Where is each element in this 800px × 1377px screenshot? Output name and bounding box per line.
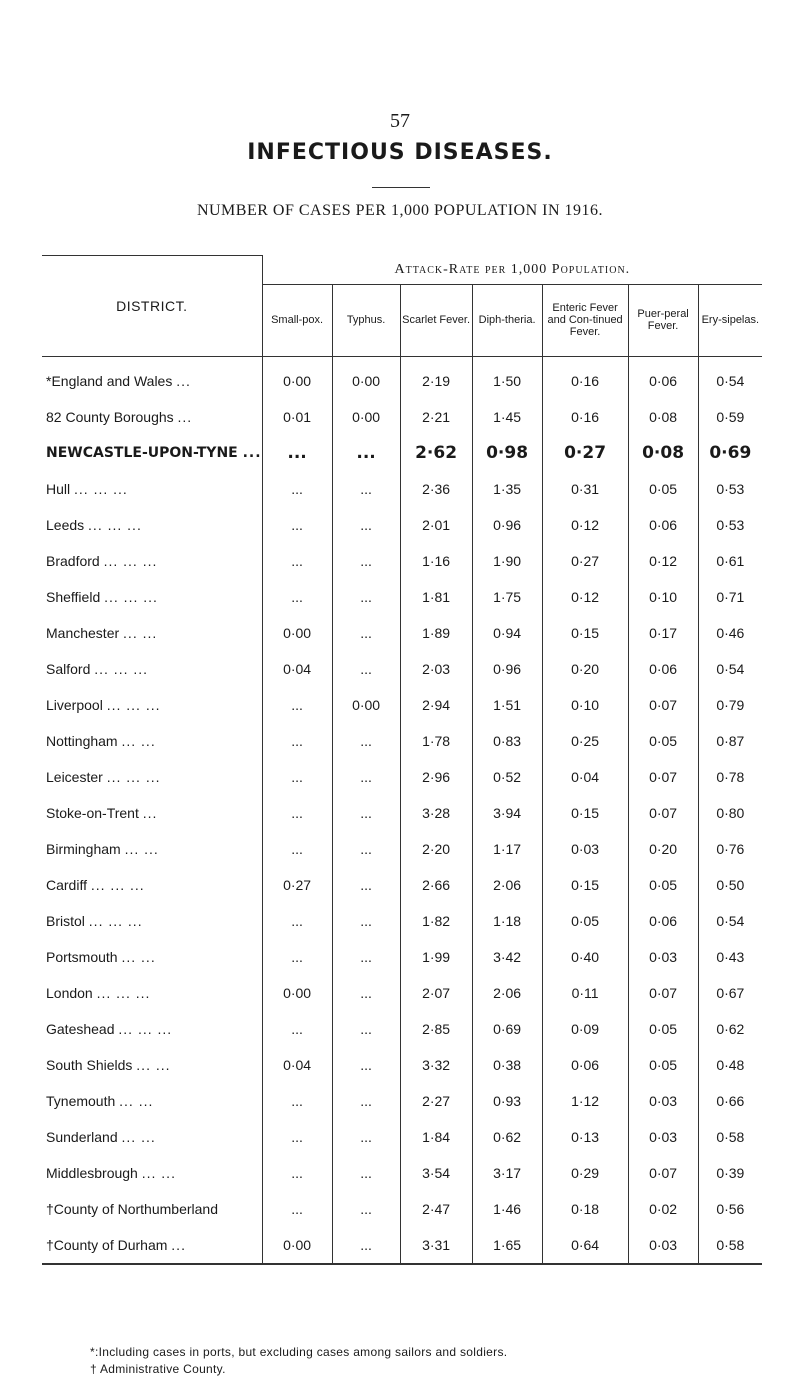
district-name: Manchester xyxy=(46,624,120,641)
rate-cell: ... xyxy=(262,903,332,939)
rate-cell: 0·54 xyxy=(698,356,762,399)
dot-leader: ... ... xyxy=(136,1056,171,1073)
rate-cell: ... xyxy=(332,651,400,687)
rate-cell: 0·15 xyxy=(542,867,628,903)
table-row xyxy=(42,1047,762,1083)
footnote-administrative: † Administrative County. xyxy=(90,1362,226,1376)
rate-cell: 1·99 xyxy=(400,939,472,975)
rate-cell: 2·62 xyxy=(400,435,472,471)
table-row xyxy=(42,867,762,903)
dot-leader: ... ... ... xyxy=(118,1020,173,1037)
rate-cell: 0·62 xyxy=(472,1119,542,1155)
district-name: Stoke-on-Trent xyxy=(46,804,139,821)
table-row xyxy=(42,435,762,471)
rate-cell: 0·53 xyxy=(698,471,762,507)
rate-cell: 0·07 xyxy=(628,687,698,723)
rate-cell: 0·66 xyxy=(698,1083,762,1119)
rate-cell: 0·07 xyxy=(628,1155,698,1191)
rate-cell: ... xyxy=(332,939,400,975)
attack-rate-header: Attack-Rate per 1,000 Population. xyxy=(262,256,762,285)
rate-cell: 2·07 xyxy=(400,975,472,1011)
rate-cell: 1·46 xyxy=(472,1191,542,1227)
rate-cell: 0·08 xyxy=(628,399,698,435)
district-cell xyxy=(42,615,262,651)
rate-cell: 0·01 xyxy=(262,399,332,435)
rate-cell: 0·15 xyxy=(542,795,628,831)
table-row xyxy=(42,1227,762,1264)
rate-cell: 0·64 xyxy=(542,1227,628,1264)
rate-cell: 0·10 xyxy=(628,579,698,615)
rate-cell: ... xyxy=(332,1119,400,1155)
district-cell xyxy=(42,1227,262,1264)
rate-cell: 0·43 xyxy=(698,939,762,975)
district-cell xyxy=(42,795,262,831)
rate-cell: ... xyxy=(332,759,400,795)
district-name: Leicester xyxy=(46,768,103,785)
dot-leader: ... ... ... xyxy=(74,480,128,497)
rate-cell: 0·11 xyxy=(542,975,628,1011)
rate-cell: 0·00 xyxy=(262,356,332,399)
dot-leader: ... ... xyxy=(124,840,159,857)
rate-cell: 0·54 xyxy=(698,903,762,939)
rate-cell: ... xyxy=(262,1083,332,1119)
district-name: Salford xyxy=(46,660,91,677)
district-cell xyxy=(42,1083,262,1119)
rate-cell: 0·98 xyxy=(472,435,542,471)
column-header: Scarlet Fever. xyxy=(400,284,472,356)
dot-leader: ... ... ... xyxy=(88,516,142,533)
rate-cell: ... xyxy=(332,543,400,579)
district-cell xyxy=(42,1119,262,1155)
rate-cell: 3·31 xyxy=(400,1227,472,1264)
table-row xyxy=(42,471,762,507)
district-name: Leeds xyxy=(46,516,85,533)
rate-cell: ... xyxy=(332,723,400,759)
rate-cell: ... xyxy=(332,1083,400,1119)
district-cell xyxy=(42,399,262,435)
district-cell xyxy=(42,507,262,543)
rate-cell: 2·21 xyxy=(400,399,472,435)
district-cell xyxy=(42,723,262,759)
rate-cell: 0·93 xyxy=(472,1083,542,1119)
rate-cell: 0·04 xyxy=(542,759,628,795)
rate-cell: 2·20 xyxy=(400,831,472,867)
rate-cell: 0·29 xyxy=(542,1155,628,1191)
table-row xyxy=(42,507,762,543)
rate-cell: 2·19 xyxy=(400,356,472,399)
dot-leader: ... ... xyxy=(121,948,156,965)
district-name: Portsmouth xyxy=(46,948,118,965)
rate-cell: 0·56 xyxy=(698,1191,762,1227)
rate-cell: 0·05 xyxy=(628,1047,698,1083)
rate-cell: 2·85 xyxy=(400,1011,472,1047)
rate-cell: 2·27 xyxy=(400,1083,472,1119)
rate-cell: 0·00 xyxy=(332,399,400,435)
rate-cell: ... xyxy=(332,435,400,471)
district-cell xyxy=(42,651,262,687)
rate-cell: 0·50 xyxy=(698,867,762,903)
rate-cell: ... xyxy=(262,1119,332,1155)
table-body xyxy=(42,356,762,1264)
rate-cell: 0·00 xyxy=(262,615,332,651)
rate-cell: 0·54 xyxy=(698,651,762,687)
district-name: South Shields xyxy=(46,1056,133,1073)
rate-cell: 0·27 xyxy=(542,543,628,579)
rate-cell: 0·27 xyxy=(262,867,332,903)
column-header: Ery-sipelas. xyxy=(698,284,762,356)
rate-cell: 1·65 xyxy=(472,1227,542,1264)
table-row xyxy=(42,1191,762,1227)
rate-cell: ... xyxy=(262,687,332,723)
rate-cell: 3·17 xyxy=(472,1155,542,1191)
district-cell xyxy=(42,867,262,903)
rate-cell: ... xyxy=(262,471,332,507)
rate-cell: 0·06 xyxy=(628,356,698,399)
rate-cell: 0·03 xyxy=(628,1083,698,1119)
title-divider xyxy=(372,187,430,188)
page-title: INFECTIOUS DISEASES. xyxy=(247,140,553,165)
rate-cell: 2·36 xyxy=(400,471,472,507)
rate-cell: ... xyxy=(332,615,400,651)
rate-cell: 2·03 xyxy=(400,651,472,687)
table-row xyxy=(42,939,762,975)
rate-cell: ... xyxy=(332,975,400,1011)
district-cell xyxy=(42,1047,262,1083)
rate-cell: 1·18 xyxy=(472,903,542,939)
rate-cell: 0·17 xyxy=(628,615,698,651)
district-name: Sheffield xyxy=(46,588,101,605)
rate-cell: 0·03 xyxy=(628,1227,698,1264)
rate-cell: 0·58 xyxy=(698,1119,762,1155)
rate-cell: ... xyxy=(262,939,332,975)
rate-cell: 0·79 xyxy=(698,687,762,723)
district-name: Birmingham xyxy=(46,840,121,857)
rate-cell: ... xyxy=(332,903,400,939)
rate-cell: 2·06 xyxy=(472,975,542,1011)
district-name: †County of Northumberland xyxy=(46,1200,218,1217)
rate-cell: ... xyxy=(262,831,332,867)
rate-cell: 0·76 xyxy=(698,831,762,867)
rate-cell: 1·16 xyxy=(400,543,472,579)
rate-cell: 0·00 xyxy=(262,975,332,1011)
rate-cell: 2·47 xyxy=(400,1191,472,1227)
table-row xyxy=(42,543,762,579)
dot-leader: ... ... xyxy=(141,1164,176,1181)
rate-cell: 0·58 xyxy=(698,1227,762,1264)
rate-cell: 0·02 xyxy=(628,1191,698,1227)
table-row xyxy=(42,651,762,687)
district-cell xyxy=(42,759,262,795)
rate-cell: ... xyxy=(332,831,400,867)
dot-leader: ... ... ... xyxy=(88,912,143,929)
rate-cell: 3·94 xyxy=(472,795,542,831)
rate-cell: 0·12 xyxy=(628,543,698,579)
rate-cell: ... xyxy=(332,1191,400,1227)
rate-cell: 0·69 xyxy=(472,1011,542,1047)
rate-cell: 0·52 xyxy=(472,759,542,795)
rate-cell: 0·83 xyxy=(472,723,542,759)
dot-leader: ... xyxy=(171,1236,186,1253)
rate-cell: 0·06 xyxy=(628,507,698,543)
table-row xyxy=(42,399,762,435)
district-cell xyxy=(42,1155,262,1191)
footnote-including: *:Including cases in ports, but excluding cases among sailors and soldiers. xyxy=(90,1345,508,1359)
rate-cell: 1·89 xyxy=(400,615,472,651)
column-header: Diph-theria. xyxy=(472,284,542,356)
rate-cell: 0·46 xyxy=(698,615,762,651)
district-name: Cardiff xyxy=(46,876,87,893)
rate-cell: 0·05 xyxy=(628,723,698,759)
rate-cell: ... xyxy=(262,1011,332,1047)
rate-cell: ... xyxy=(262,1155,332,1191)
table-row xyxy=(42,1119,762,1155)
rate-cell: ... xyxy=(262,435,332,471)
table-row xyxy=(42,903,762,939)
rate-cell: 1·81 xyxy=(400,579,472,615)
rate-cell: 0·00 xyxy=(332,356,400,399)
rate-cell: 0·10 xyxy=(542,687,628,723)
rate-cell: 2·06 xyxy=(472,867,542,903)
rate-cell: 1·50 xyxy=(472,356,542,399)
district-cell xyxy=(42,579,262,615)
rate-cell: ... xyxy=(332,1047,400,1083)
district-name: 82 County Boroughs xyxy=(46,408,174,425)
rate-cell: ... xyxy=(262,1191,332,1227)
dot-leader: ... ... ... xyxy=(103,552,158,569)
rate-cell: ... xyxy=(262,579,332,615)
district-name: NEWCASTLE-UPON-TYNE xyxy=(46,444,238,461)
table-row xyxy=(42,795,762,831)
rate-cell: 0·16 xyxy=(542,356,628,399)
rate-cell: 0·38 xyxy=(472,1047,542,1083)
column-header: Small-pox. xyxy=(262,284,332,356)
rate-cell: 0·71 xyxy=(698,579,762,615)
rate-cell: 0·87 xyxy=(698,723,762,759)
rate-cell: 0·12 xyxy=(542,507,628,543)
dot-leader: ... ... ... xyxy=(104,588,158,605)
rate-cell: 1·45 xyxy=(472,399,542,435)
rate-cell: 0·08 xyxy=(628,435,698,471)
rate-cell: 0·04 xyxy=(262,651,332,687)
dot-leader: ... ... ... xyxy=(94,660,149,677)
rate-cell: 0·05 xyxy=(628,867,698,903)
rate-cell: 0·20 xyxy=(542,651,628,687)
rate-cell: ... xyxy=(332,1227,400,1264)
rate-cell: 1·84 xyxy=(400,1119,472,1155)
dot-leader: ... ... ... xyxy=(106,768,161,785)
district-name: †County of Durham xyxy=(46,1236,168,1253)
rate-cell: ... xyxy=(262,723,332,759)
rate-cell: 0·25 xyxy=(542,723,628,759)
rate-cell: 0·05 xyxy=(542,903,628,939)
rate-cell: 0·00 xyxy=(332,687,400,723)
rate-cell: 3·54 xyxy=(400,1155,472,1191)
rate-cell: 0·59 xyxy=(698,399,762,435)
district-cell xyxy=(42,543,262,579)
dot-leader: ... ... ... xyxy=(106,696,161,713)
rate-cell: 0·06 xyxy=(628,903,698,939)
district-name: Tynemouth xyxy=(46,1092,116,1109)
district-name: *England and Wales xyxy=(46,372,173,389)
rate-cell: 0·94 xyxy=(472,615,542,651)
rate-cell: 1·90 xyxy=(472,543,542,579)
attack-rate-table xyxy=(42,255,762,1265)
rate-cell: 0·61 xyxy=(698,543,762,579)
rate-cell: ... xyxy=(332,1155,400,1191)
rate-cell: 0·16 xyxy=(542,399,628,435)
rate-cell: 1·17 xyxy=(472,831,542,867)
rate-cell: ... xyxy=(262,795,332,831)
rate-cell: ... xyxy=(262,543,332,579)
rate-cell: 0·78 xyxy=(698,759,762,795)
district-name: Bristol xyxy=(46,912,85,929)
district-cell xyxy=(42,435,262,471)
rate-cell: 0·40 xyxy=(542,939,628,975)
rate-cell: 2·96 xyxy=(400,759,472,795)
table-row xyxy=(42,975,762,1011)
table-subtitle: NUMBER OF CASES PER 1,000 POPULATION IN 1916. xyxy=(196,202,604,219)
rate-cell: 0·09 xyxy=(542,1011,628,1047)
district-name: Sunderland xyxy=(46,1128,118,1145)
dot-leader: ... ... xyxy=(119,1092,154,1109)
column-header: Typhus. xyxy=(332,284,400,356)
rate-cell: 3·42 xyxy=(472,939,542,975)
rate-cell: ... xyxy=(332,867,400,903)
rate-cell: 1·12 xyxy=(542,1083,628,1119)
rate-cell: 0·53 xyxy=(698,507,762,543)
district-cell xyxy=(42,1191,262,1227)
rate-cell: 0·96 xyxy=(472,651,542,687)
rate-cell: ... xyxy=(262,759,332,795)
table-row xyxy=(42,356,762,399)
rate-cell: 0·03 xyxy=(628,1119,698,1155)
rate-cell: 0·62 xyxy=(698,1011,762,1047)
table-row xyxy=(42,1155,762,1191)
dot-leader: ... xyxy=(177,408,193,425)
rate-cell: 2·94 xyxy=(400,687,472,723)
rate-cell: 0·39 xyxy=(698,1155,762,1191)
rate-cell: 0·69 xyxy=(698,435,762,471)
rate-cell: 3·28 xyxy=(400,795,472,831)
district-name: Liverpool xyxy=(46,696,103,713)
dot-leader: ... ... ... xyxy=(96,984,151,1001)
rate-cell: 0·04 xyxy=(262,1047,332,1083)
table-row xyxy=(42,831,762,867)
rate-cell: 0·13 xyxy=(542,1119,628,1155)
table-row xyxy=(42,759,762,795)
table-row xyxy=(42,687,762,723)
district-cell xyxy=(42,939,262,975)
table-row xyxy=(42,1011,762,1047)
rate-cell: 1·82 xyxy=(400,903,472,939)
column-header: Puer-peral Fever. xyxy=(628,284,698,356)
rate-cell: 0·96 xyxy=(472,507,542,543)
district-cell xyxy=(42,356,262,399)
rate-cell: 1·78 xyxy=(400,723,472,759)
district-cell xyxy=(42,903,262,939)
rate-cell: 0·20 xyxy=(628,831,698,867)
district-name: Nottingham xyxy=(46,732,118,749)
district-cell xyxy=(42,471,262,507)
rate-cell: 3·32 xyxy=(400,1047,472,1083)
table-row xyxy=(42,579,762,615)
rate-cell: 0·05 xyxy=(628,471,698,507)
rate-cell: 0·27 xyxy=(542,435,628,471)
district-cell xyxy=(42,975,262,1011)
district-name: Gateshead xyxy=(46,1020,115,1037)
column-header: Enteric Fever and Con-tinued Fever. xyxy=(542,284,628,356)
rate-cell: 0·80 xyxy=(698,795,762,831)
rate-cell: 0·07 xyxy=(628,795,698,831)
district-cell xyxy=(42,831,262,867)
rate-cell: 0·06 xyxy=(628,651,698,687)
rate-cell: 0·07 xyxy=(628,759,698,795)
rate-cell: 0·07 xyxy=(628,975,698,1011)
table-row xyxy=(42,1083,762,1119)
rate-cell: 0·03 xyxy=(628,939,698,975)
page-number: 57 xyxy=(390,110,410,132)
district-cell xyxy=(42,1011,262,1047)
rate-cell: 0·67 xyxy=(698,975,762,1011)
rate-cell: 0·15 xyxy=(542,615,628,651)
district-name: Bradford xyxy=(46,552,100,569)
rate-cell: ... xyxy=(332,1011,400,1047)
rate-cell: 1·51 xyxy=(472,687,542,723)
rate-cell: 0·05 xyxy=(628,1011,698,1047)
rate-cell: 0·06 xyxy=(542,1047,628,1083)
district-name: London xyxy=(46,984,93,1001)
rate-cell: ... xyxy=(332,471,400,507)
rate-cell: 0·03 xyxy=(542,831,628,867)
table-row xyxy=(42,723,762,759)
district-name: Hull xyxy=(46,480,71,497)
rate-cell: ... xyxy=(262,507,332,543)
rate-cell: 0·12 xyxy=(542,579,628,615)
rate-cell: 2·01 xyxy=(400,507,472,543)
dot-leader: ... ... xyxy=(123,624,158,641)
table-row xyxy=(42,615,762,651)
dot-leader: ... xyxy=(176,372,191,389)
dot-leader: ... ... ... xyxy=(90,876,145,893)
dot-leader: ... ... xyxy=(121,1128,156,1145)
rate-cell: 0·48 xyxy=(698,1047,762,1083)
rate-cell: ... xyxy=(332,579,400,615)
rate-cell: ... xyxy=(332,507,400,543)
district-name: Middlesbrough xyxy=(46,1164,138,1181)
rate-cell: 0·00 xyxy=(262,1227,332,1264)
dot-leader: ... xyxy=(142,804,158,821)
district-cell xyxy=(42,687,262,723)
rate-cell: ... xyxy=(332,795,400,831)
rate-cell: 2·66 xyxy=(400,867,472,903)
dot-leader: ... ... xyxy=(121,732,156,749)
district-header: DISTRICT. xyxy=(42,256,262,357)
rate-cell: 1·75 xyxy=(472,579,542,615)
dot-leader: ... xyxy=(242,444,262,461)
rate-cell: 0·31 xyxy=(542,471,628,507)
rate-cell: 0·18 xyxy=(542,1191,628,1227)
rate-cell: 1·35 xyxy=(472,471,542,507)
